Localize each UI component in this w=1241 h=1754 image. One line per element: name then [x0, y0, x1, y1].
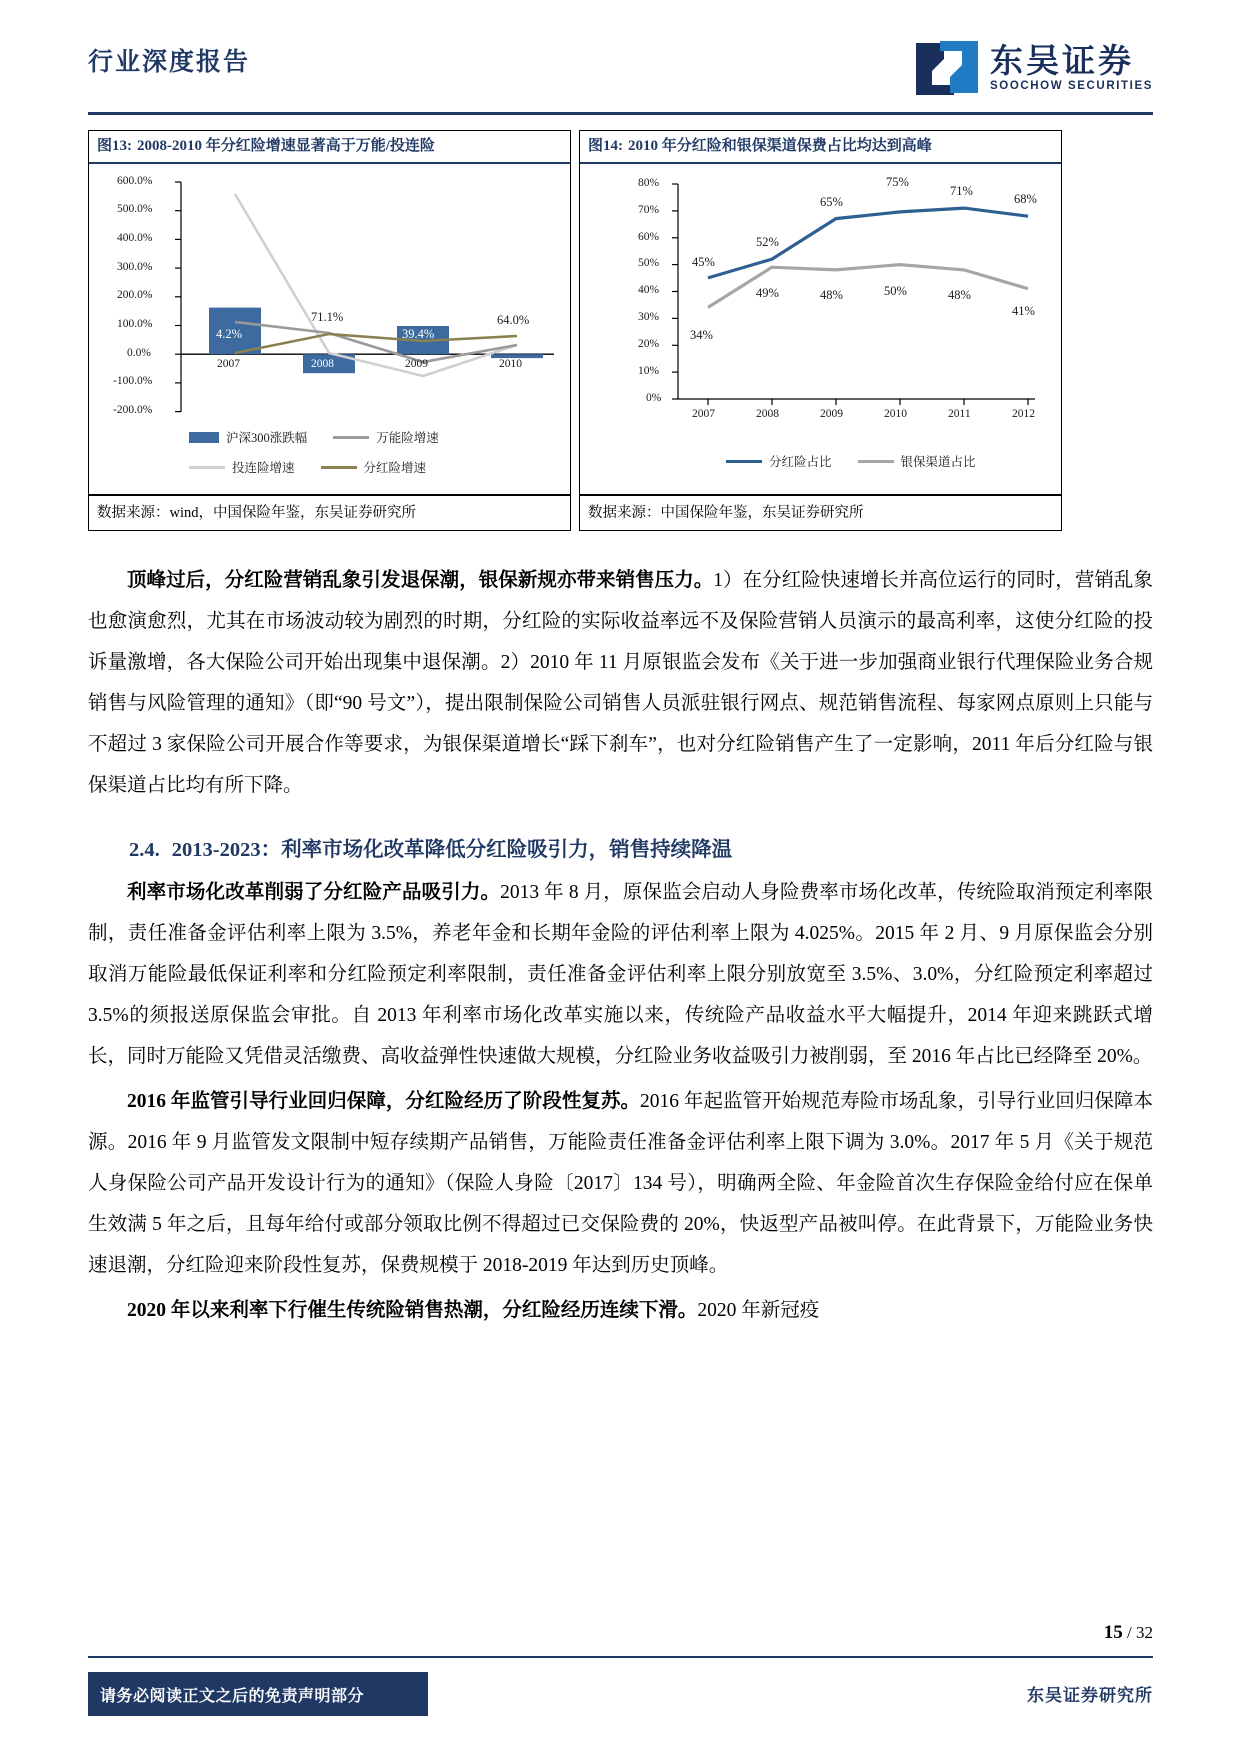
fig13-legend-row1 — [189, 428, 465, 446]
fig14-ytick-0: 0% — [646, 392, 662, 404]
fig14-label-blue-2010: 75% — [886, 175, 909, 189]
header-divider — [88, 112, 1153, 115]
fig13-ytick-500: 500.0% — [117, 203, 153, 215]
paragraph-1-lead: 顶峰过后，分红险营销乱象引发退保潮，银保新规亦带来销售压力。 — [127, 570, 714, 591]
figure-13-chart — [89, 164, 570, 494]
fig13-legend-hs300-label: 沪深300涨跌幅 — [226, 431, 308, 445]
fig14-xtick-2010: 2010 — [884, 408, 907, 420]
figure-13-caption — [89, 131, 570, 164]
fig14-legend-participating-share — [726, 452, 832, 470]
fig14-ytick-40: 40% — [638, 284, 660, 296]
fig13-legend-participating-label: 分红险增速 — [363, 461, 427, 475]
figure-14-number: 图14: — [588, 138, 623, 154]
fig14-ytick-50: 50% — [638, 257, 660, 269]
paragraph-4-text: 2020 年新冠疫 — [697, 1300, 820, 1321]
fig14-label-blue-2008: 52% — [756, 235, 779, 249]
fig14-xtick-2009: 2009 — [820, 408, 843, 420]
page-number — [1104, 1622, 1153, 1644]
page-number-separator: / — [1127, 1623, 1132, 1642]
paragraph-1-text: 1）在分红险快速增长并高位运行的同时，营销乱象也愈演愈烈，尤其在市场波动较为剧烈的时期，分红险的实际收益率远不及保险营销人员演示的最高利率，这使分红险的投诉量激增，各大保险公司开始出现集中退保潮。2）2010 年 11 月原银监会发布《关于进一步加强商业银行代理保险业务合规销售与风险管理的通知》（即“90 号文”），提出限制保险公司销售人员派驻银行网点、规范销售流程、每家网点原则上只能与不超过 3 家保险公司开展合作等要求，为银保渠道增长“踩下刹车”，也对分红险销售产生了一定影响，2011 年后分红险与银保渠道占比均有所下降。 — [88, 570, 1153, 796]
logo-text — [990, 41, 1153, 93]
fig14-label-gray-2008: 49% — [756, 286, 779, 300]
fig14-legend-participating-label: 分红险占比 — [769, 455, 832, 469]
page-header — [0, 0, 1241, 118]
paragraph-3-text: 2016 年起监管开始规范寿险市场乱象，引导行业回归保障本源。2016 年 9 月监管发文限制中短存续期产品销售，万能险责任准备金评估利率上限下调为 3.0%。2017 年 5 月《关于规范人身保险公司产品开发设计行为的通知》（保险人身险〔2017〕134 号），明确两全险、年金险首次生存保险金给付应在保单生效满 5 年之后，且每年给付或部分领取比例不得超过已交保险费的 20%，快返型产品被叫停。在此背景下，万能险业务快速退潮，分红险迎来阶段性复苏，保费规模于 2018-2019 年达到历史顶峰。 — [88, 1091, 1153, 1276]
fig14-ytick-20: 20% — [638, 338, 660, 350]
fig14-label-blue-2009: 65% — [820, 195, 843, 209]
figure-14-caption — [580, 131, 1061, 164]
fig14-legend-bancassurance-share — [858, 452, 976, 470]
paragraph-4-lead: 2020 年以来利率下行催生传统险销售热潮，分红险经历连续下滑。 — [127, 1300, 698, 1321]
fig13-ytick-0: 0.0% — [127, 347, 151, 359]
figure-13-title: 2008-2010 年分红险增速显著高于万能/投连险 — [137, 138, 435, 154]
fig14-label-blue-2012: 68% — [1014, 192, 1037, 206]
fig13-legend-universal — [333, 428, 439, 446]
fig13-legend-hs300 — [189, 428, 307, 446]
figure-14-source: 数据来源：中国保险年鉴，东吴证券研究所 — [580, 494, 1061, 530]
fig14-ytick-80: 80% — [638, 177, 660, 189]
company-logo — [914, 32, 1153, 104]
fig13-legend-linked-label: 投连险增速 — [232, 461, 295, 475]
fig13-label-64pct: 64.0% — [497, 313, 530, 327]
figure-13 — [88, 130, 571, 531]
fig14-xtick-2011: 2011 — [948, 408, 971, 420]
fig13-xtick-2007: 2007 — [217, 358, 240, 370]
fig14-ytick-70: 70% — [638, 204, 660, 216]
fig13-ytick-600: 600.0% — [117, 175, 153, 187]
legend-swatch-line — [321, 466, 357, 469]
figure-14-chart — [580, 164, 1061, 494]
fig14-xtick-2012: 2012 — [1012, 408, 1035, 420]
section-number: 2.4. — [129, 839, 160, 861]
fig13-legend-linked — [189, 458, 295, 476]
fig14-ytick-10: 10% — [638, 365, 660, 377]
fig14-label-blue-2007: 45% — [692, 255, 715, 269]
logo-name-en: SOOCHOW SECURITIES — [990, 80, 1153, 93]
legend-swatch-line — [189, 466, 225, 469]
footer-divider — [88, 1656, 1153, 1658]
figure-14-title: 2010 年分红险和银保渠道保费占比均达到高峰 — [628, 138, 932, 154]
figure-14 — [579, 130, 1062, 531]
fig14-label-gray-2007: 34% — [690, 328, 713, 342]
legend-swatch-line — [333, 436, 369, 439]
fig13-xtick-2009: 2009 — [405, 358, 428, 370]
fig14-xtick-2007: 2007 — [692, 408, 715, 420]
fig13-legend-universal-label: 万能险增速 — [376, 431, 439, 445]
fig14-xtick-2008: 2008 — [756, 408, 779, 420]
fig14-label-blue-2011: 71% — [950, 184, 973, 198]
fig13-ytick-200: 200.0% — [117, 289, 153, 301]
fig13-xtick-2010: 2010 — [499, 358, 522, 370]
section-heading-2-4 — [88, 832, 1153, 862]
fig13-ytick-neg100: -100.0% — [113, 375, 153, 387]
fig13-xtick-2008: 2008 — [311, 358, 334, 370]
figure-13-number: 图13: — [97, 138, 132, 154]
fig14-label-gray-2011: 48% — [948, 288, 971, 302]
paragraph-3 — [88, 1081, 1153, 1286]
page-number-total: 32 — [1136, 1623, 1153, 1642]
paragraph-2-lead: 利率市场化改革削弱了分红险产品吸引力。 — [127, 882, 501, 903]
figures-row — [88, 130, 1153, 531]
fig13-ytick-400: 400.0% — [117, 232, 153, 244]
article-body — [88, 560, 1153, 1335]
paragraph-1 — [88, 560, 1153, 806]
header-title: 行业深度报告 — [88, 49, 251, 76]
legend-swatch-line — [726, 460, 762, 463]
footer-firm-name: 东吴证券研究所 — [1027, 1686, 1153, 1705]
page-number-current: 15 — [1103, 1622, 1123, 1643]
fig14-ytick-30: 30% — [638, 311, 660, 323]
paragraph-2 — [88, 872, 1153, 1077]
logo-mark-icon — [914, 37, 980, 99]
paragraph-4 — [88, 1290, 1153, 1331]
figure-13-source: 数据来源：wind，中国保险年鉴，东吴证券研究所 — [89, 494, 570, 530]
section-title: 2013-2023：利率市场化改革降低分红险吸引力，销售持续降温 — [171, 839, 733, 861]
legend-swatch-bar — [189, 432, 219, 443]
fig13-legend-row2 — [189, 458, 452, 476]
fig13-ytick-100: 100.0% — [117, 318, 153, 330]
fig14-legend-bancassurance-label: 银保渠道占比 — [900, 455, 976, 469]
legend-swatch-line — [858, 460, 894, 463]
fig13-label-71pct: 71.1% — [311, 310, 344, 324]
fig14-label-gray-2010: 50% — [884, 284, 907, 298]
fig14-ytick-60: 60% — [638, 231, 660, 243]
fig14-label-gray-2009: 48% — [820, 288, 843, 302]
paragraph-2-text: 2013 年 8 月，原保监会启动人身险费率市场化改革，传统险取消预定利率限制，责任准备金评估利率上限为 3.5%，养老年金和长期年金险的评估利率上限为 4.025%。2015 年 2 月、9 月原保监会分别取消万能险最低保证利率和分红险预定利率限制，责任准备金评估利率上限分别放宽至 3.5%、3.0%，分红险预定利率超过 3.5%的须报送原保监会审批。自 2013 年利率市场化改革实施以来，传统险产品收益水平大幅提升，2014 年迎来跳跃式增长，同时万能险又凭借灵活缴费、高收益弹性快速做大规模，分红险业务收益吸引力被削弱，至 2016 年占比已经降至 20%。 — [88, 882, 1153, 1067]
fig13-ytick-neg200: -200.0% — [113, 404, 153, 416]
fig14-label-gray-2012: 41% — [1012, 304, 1035, 318]
fig13-ytick-300: 300.0% — [117, 261, 153, 273]
logo-name-cn: 东吴证券 — [990, 41, 1135, 79]
fig13-label-4pct: 4.2% — [216, 327, 243, 341]
footer-disclaimer: 请务必阅读正文之后的免责声明部分 — [88, 1672, 428, 1716]
fig13-legend-participating — [321, 458, 427, 476]
fig13-label-39pct: 39.4% — [402, 327, 435, 341]
fig14-legend — [726, 452, 1002, 470]
paragraph-3-lead: 2016 年监管引导行业回归保障，分红险经历了阶段性复苏。 — [127, 1091, 641, 1112]
